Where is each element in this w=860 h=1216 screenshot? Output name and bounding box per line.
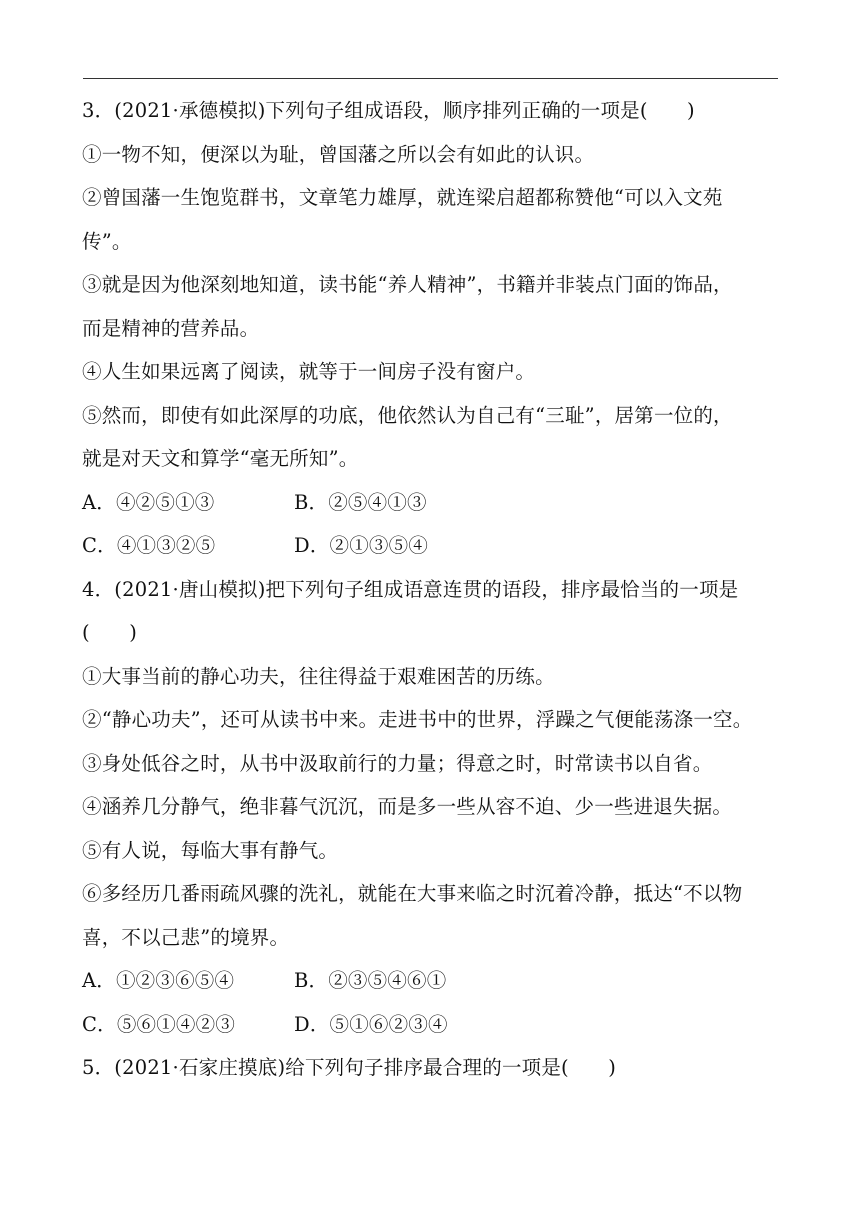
question-3-item-1: ①一物不知，便深以为耻，曾国藩之所以会有如此的认识。 (82, 142, 595, 166)
question-4-options-row-2 (82, 1003, 782, 1047)
question-4-item-1: ①大事当前的静心功夫，往往得益于艰难困苦的历练。 (82, 664, 555, 688)
question-3-stem: 3．(2021·承德模拟)下列句子组成语段，顺序排列正确的一项是( ) (82, 99, 695, 122)
question-4-item-5: ⑤有人说，每临大事有静气。 (82, 838, 339, 862)
question-4-option-b[interactable]: B．②③⑤④⑥① (294, 969, 447, 992)
question-4-option-c[interactable]: C．⑤⑥①④②③ (82, 1012, 236, 1036)
question-3-item-2: ②曾国藩一生饱览群书，文章笔力雄厚，就连梁启超都称赞他“可以入文苑 (82, 186, 723, 209)
question-3-option-b[interactable]: B．②⑤④①③ (294, 490, 427, 514)
question-3-option-a[interactable]: A．④②⑤①③ (82, 490, 215, 514)
question-4-option-a[interactable]: A．①②③⑥⑤④ (82, 969, 235, 992)
question-3-item-3: ③就是因为他深刻地知道，读书能“养人精神”，书籍并非装点门面的饰品， (82, 273, 733, 296)
question-3-item-3-cont: 而是精神的营养品。 (82, 316, 260, 340)
question-3-item-2-cont: 传”。 (82, 229, 132, 253)
question-4-options-row-1 (82, 959, 782, 1003)
question-4-item-6: ⑥多经历几番雨疏风骤的洗礼，就能在大事来临之时沉着冷静，抵达“不以物 (82, 882, 743, 905)
question-4-item-3: ③身处低谷之时，从书中汲取前行的力量；得意之时，时常读书以自省。 (82, 751, 713, 775)
question-4-option-d[interactable]: D．⑤①⑥②③④ (294, 1012, 448, 1036)
question-3-item-5: ⑤然而，即使有如此深厚的功底，他依然认为自己有“三耻”，居第一位的， (82, 403, 733, 427)
question-3-item-5-cont: 就是对天文和算学“毫无所知”。 (82, 447, 359, 470)
question-3-option-d[interactable]: D．②①③⑤④ (294, 534, 429, 557)
question-5-stem: 5．(2021·石家庄摸底)给下列句子排序最合理的一项是( ) (82, 1056, 617, 1079)
header-rule (83, 78, 778, 79)
question-3-option-c[interactable]: C．④①③②⑤ (82, 534, 216, 557)
question-4-stem-cont: ( ) (82, 621, 138, 644)
question-4-item-2: ②“静心功夫”，还可从读书中来。走进书中的世界，浮躁之气便能荡涤一空。 (82, 708, 753, 731)
question-3-options-row-1 (82, 481, 782, 525)
question-4-stem: 4．(2021·唐山模拟)把下列句子组成语意连贯的语段，排序最恰当的一项是 (82, 577, 739, 601)
question-4-item-6-cont: 喜，不以己悲”的境界。 (82, 925, 290, 949)
question-3-item-4: ④人生如果远离了阅读，就等于一间房子没有窗户。 (82, 360, 536, 383)
document-body (82, 89, 782, 1090)
question-4-item-4: ④涵养几分静气，绝非暮气沉沉，而是多一些从容不迫、少一些进退失据。 (82, 795, 733, 818)
question-3-options-row-2 (82, 524, 782, 568)
